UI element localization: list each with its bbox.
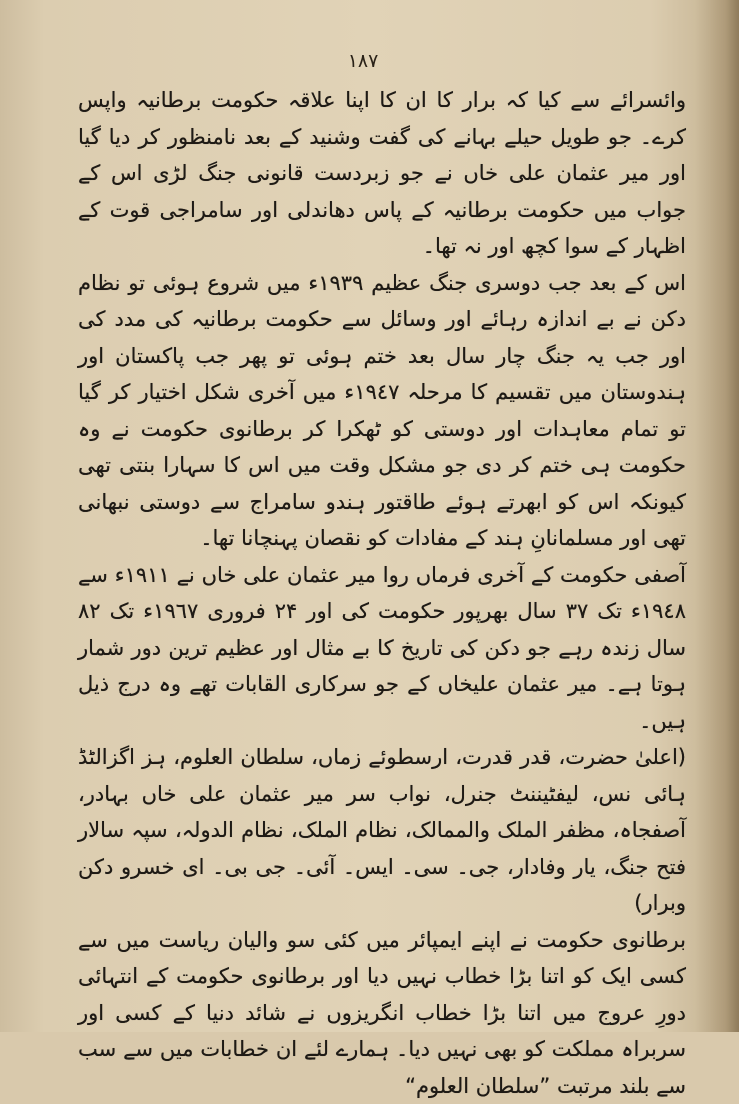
page-number: ١٨٧ [333, 50, 393, 72]
paragraph-5: برطانوی حکومت نے اپنے ایمپائر میں کئی سو والیان ریاست میں سے کسی ایک کو اتنا بڑا خطاب نہیں دیا اور برطانوی حکومت کے انتہائی دورِ عروج میں اتنا بڑا خطاب انگریزوں نے شائد دنیا کے کسی اور سربراہ مملکت کو بھی نہیں دیا۔ ہمارے لئے ان خطابات میں سے سب سے بلند مرتبت ”سلطان العلوم“ [78, 922, 686, 1104]
paragraph-4-titles: (اعلیٰ حضرت، قدر قدرت، ارسطوئے زماں، سلطان العلوم، ہز اگزالٹڈ ہائی نس، لیفٹیننٹ جنرل، نواب سر میر عثمان علی خاں بہادر، آصفجاہ، مظفر الملک والممالک، نظام الملک، نظام الدولہ، سپہ سالار فتح جنگ، یار وفادار، جی۔ سی۔ ایس۔ آئی۔ جی بی۔ ای خسرو دکن وبرار) [78, 739, 686, 922]
paragraph-3: آصفی حکومت کے آخری فرماں روا میر عثمان علی خاں نے ١٩١١ء سے ١٩٤٨ء تک ۳۷ سال بھرپور حکومت کی اور ۲۴ فروری ١٩٦٧ء تک ۸۲ سال زندہ رہے جو دکن کی تاریخ کا بے مثال اور عظیم ترین دور شمار ہوتا ہے۔ میر عثمان علیخاں کے جو سرکاری القابات تھے وہ درج ذیل ہیں۔ [78, 557, 686, 740]
page-body-text [78, 82, 686, 1104]
paragraph-2: اس کے بعد جب دوسری جنگ عظیم ١٩٣٩ء میں شروع ہوئی تو نظام دکن نے بے اندازہ رہائے اور وسائل سے حکومت برطانیہ کی مدد کی اور جب یہ جنگ چار سال بعد ختم ہوئی تو پھر جب پاکستان اور ہندوستان میں تقسیم کا مرحلہ ١٩٤٧ء میں آخری شکل اختیار کر گیا تو تمام معاہدات اور دوستی کو ٹھکرا کر برطانوی حکومت نے وہ حکومت ہی ختم کر دی جو مشکل وقت میں اس کا سہارا بنتی تھی کیونکہ اس کو ابھرتے ہوئے طاقتور ہندو سامراج سے دوستی نبھانی تھی اور مسلمانانِ ہند کے مفادات کو نقصان پہنچانا تھا۔ [78, 265, 686, 557]
paragraph-1: وائسرائے سے کیا کہ برار کا ان کا اپنا علاقہ حکومت برطانیہ واپس کرے۔ جو طویل حیلے بہانے کی گفت وشنید کے بعد نامنظور کر دیا گیا اور میر عثمان علی خاں نے جو زبردست قانونی جنگ لڑی اس کے جواب میں حکومت برطانیہ کے پاس دھاندلی اور سامراجی قوت کے اظہار کے سوا کچھ اور نہ تھا۔ [78, 82, 686, 265]
book-gutter-shadow [695, 0, 739, 1032]
